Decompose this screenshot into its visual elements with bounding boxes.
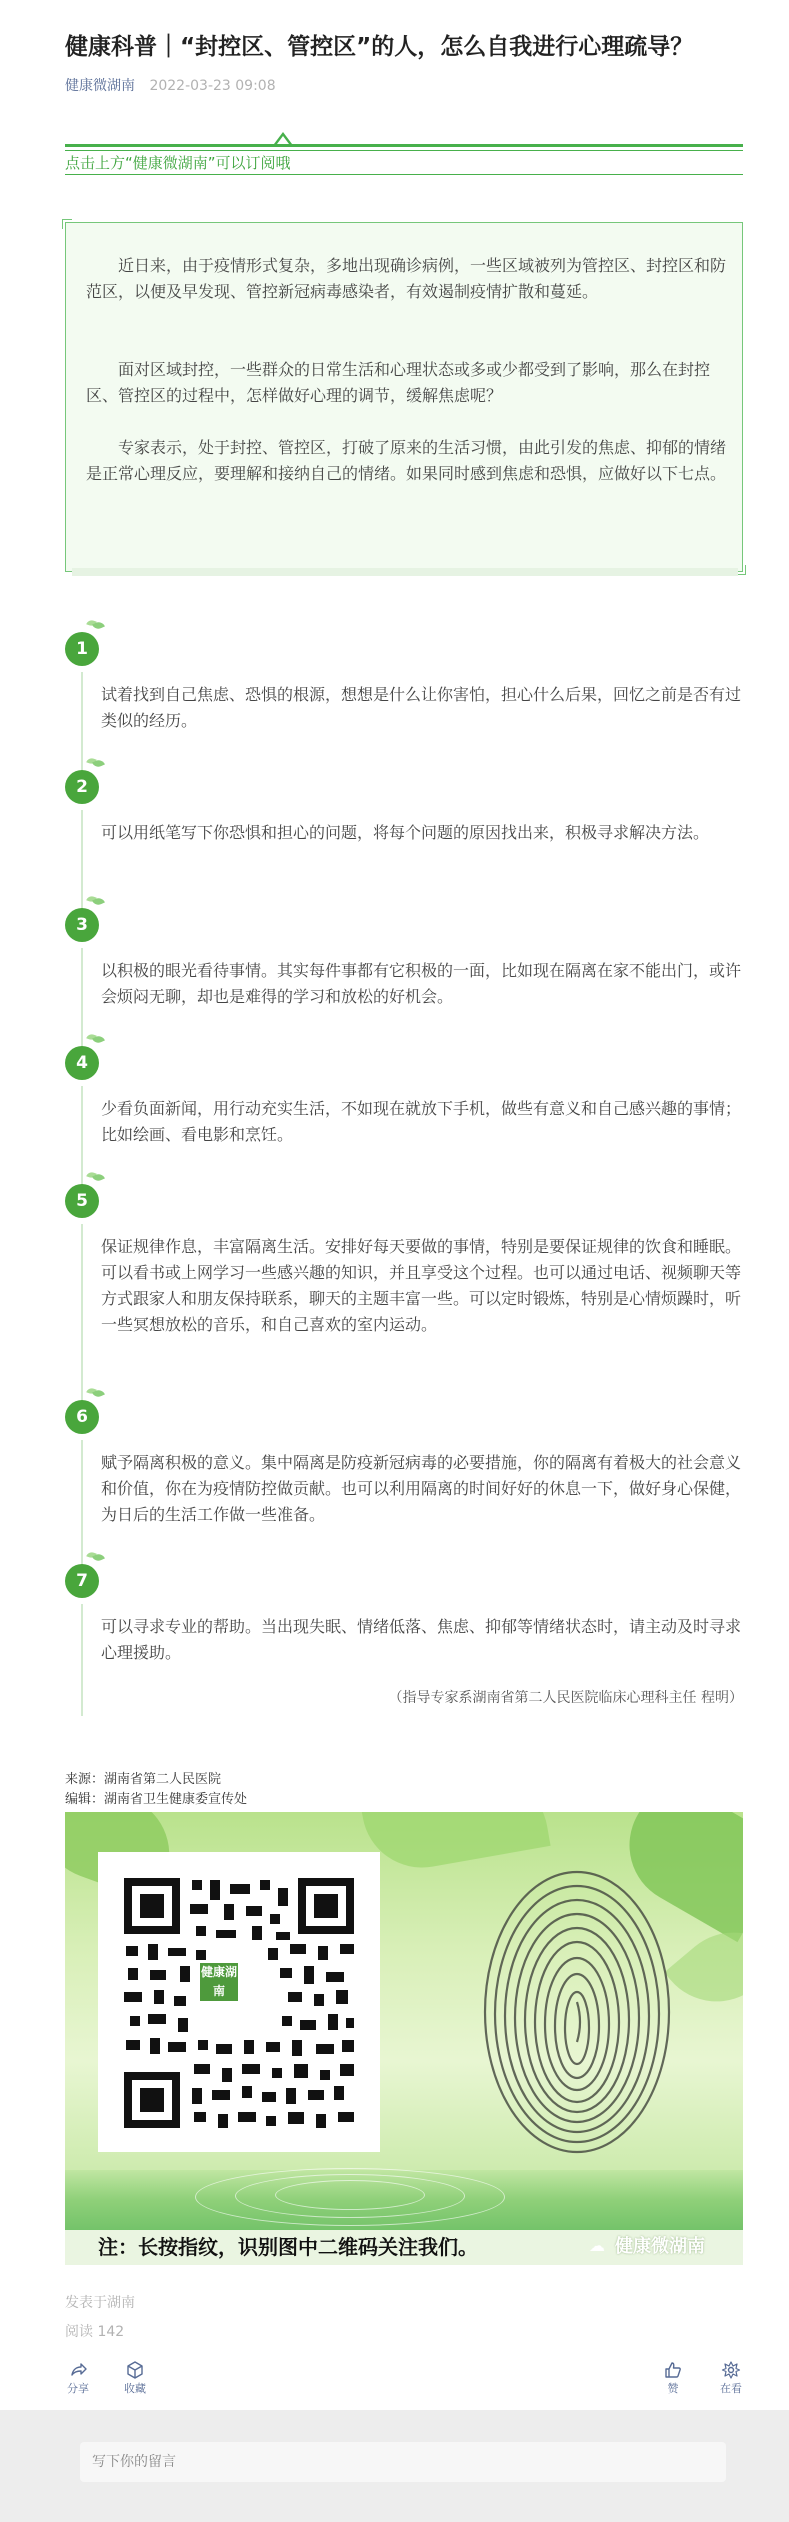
favorite-label: 收藏 [124,2382,146,2395]
tip-text: 可以寻求专业的帮助。当出现失眠、情绪低落、焦虑、抑郁等情绪状态时，请主动及时寻求心理援助。 [101,1617,742,1662]
editor-line: 编辑：湖南省卫生健康委宣传处 [65,1792,248,1807]
cube-icon [125,2360,145,2380]
read-count: 阅读 142 [65,2324,125,2340]
tip-number-badge: 5 [65,1184,99,1218]
tip-number-badge: 3 [65,908,99,942]
fingerprint-icon[interactable] [477,1852,677,2157]
source-line: 来源：湖南省第二人民医院 [65,1772,222,1787]
banner-divider [65,144,743,147]
like-button[interactable] [653,2360,693,2398]
intro-box [65,222,743,572]
publish-date: 2022-03-23 09:08 [149,78,276,94]
water-ripple [65,2170,743,2230]
favorite-button[interactable] [115,2360,155,2398]
share-label: 分享 [67,2382,89,2395]
share-icon [68,2360,88,2380]
tip-number-badge: 4 [65,1046,99,1080]
wow-label: 在看 [720,2382,742,2395]
like-label: 赞 [667,2382,679,2395]
article-meta [65,76,276,96]
tip-text: 可以用纸笔写下你恐惧和担心的问题，将每个问题的原因找出来，积极寻求解决方法。 [101,823,710,842]
share-button[interactable] [58,2360,98,2398]
flower-icon [721,2360,741,2380]
wechat-logo-icon: ☁ [589,2236,605,2255]
action-bar [0,2360,789,2410]
tip-number-badge: 6 [65,1400,99,1434]
wow-button[interactable] [711,2360,751,2398]
qr-center-logo: 健康湖南 [197,1960,241,2004]
tip-text: 保证规律作息，丰富隔离生活。安排好每天要做的事情，特别是要保证规律的饮食和睡眠。可以看书或上网学习一些感兴趣的知识，并且享受这个过程。也可以通过电话、视频聊天等方式跟家人和朋友保持联系，聊天的主题丰富一些。可以定时锻炼，特别是心情烦躁时，听一些冥想放松的音乐，和自己喜欢的室内运动。 [101,1237,742,1334]
tip-text: 试着找到自己焦虑、恐惧的根源，想想是什么让你害怕，担心什么后果，回忆之前是否有过类似的经历。 [101,685,742,730]
thumbs-up-icon [663,2360,683,2380]
intro-paragraph: 近日来，由于疫情形式复杂，多地出现确诊病例，一些区域被列为管控区、封控区和防范区，以便及早发现、管控新冠病毒感染者，有效遏制疫情扩散和蔓延。 [86,256,727,301]
intro-paragraph: 面对区域封控，一些群众的日常生活和心理状态或多或少都受到了影响，那么在封控区、管控区的过程中，怎样做好心理的调节，缓解焦虑呢？ [86,360,711,405]
qr-code-card[interactable] [98,1852,380,2152]
tip-number-badge: 1 [65,632,99,666]
comment-input[interactable]: 写下你的留言 [80,2442,726,2482]
article-title: 健康科普｜“封控区、管控区”的人，怎么自我进行心理疏导？ [65,34,694,60]
account-name-link[interactable]: 健康微湖南 [65,78,135,94]
published-location: 发表于湖南 [65,2295,135,2311]
qr-promo-image[interactable] [65,1812,743,2265]
tip-number-badge: 2 [65,770,99,804]
tip-number-badge: 7 [65,1564,99,1598]
promo-brand: 健康微湖南 [615,2236,705,2257]
comment-area [0,2410,789,2522]
expert-credit: （指导专家系湖南省第二人民医院临床心理科主任 程明） [388,1690,743,1706]
tip-text: 少看负面新闻，用行动充实生活，不如现在就放下手机，做些有意义和自己感兴趣的事情；比如绘画、看电影和烹饪。 [101,1099,742,1144]
promo-note: 注：长按指纹，识别图中二维码关注我们。 [98,2235,478,2259]
tip-text: 以积极的眼光看待事情。其实每件事都有它积极的一面，比如现在隔离在家不能出门，或许会烦闷无聊，却也是难得的学习和放松的好机会。 [101,961,742,1006]
subscribe-banner [65,96,743,176]
intro-paragraph: 专家表示，处于封控、管控区，打破了原来的生活习惯，由此引发的焦虑、抑郁的情绪是正常心理反应，要理解和接纳自己的情绪。如果同时感到焦虑和恐惧，应做好以下七点。 [86,438,727,483]
subscribe-text: 点击上方“健康微湖南”可以订阅哦 [65,154,291,172]
tip-text: 赋予隔离积极的意义。集中隔离是防疫新冠病毒的必要措施，你的隔离有着极大的社会意义和价值，你在为疫情防控做贡献。也可以利用隔离的时间好好的休息一下，做好身心保健，为日后的生活工作做一些准备。 [101,1453,742,1524]
